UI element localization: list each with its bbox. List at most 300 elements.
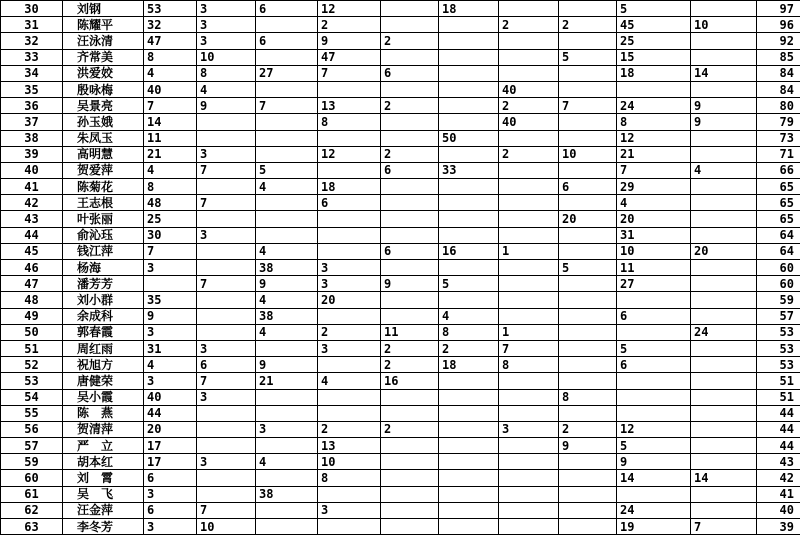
table-row <box>1 33 800 49</box>
cell-s6: 16 <box>439 243 499 259</box>
cell-s8 <box>559 502 617 518</box>
cell-s6 <box>439 470 499 486</box>
cell-total: 84 <box>757 81 800 97</box>
cell-s6 <box>439 49 499 65</box>
cell-s4: 2 <box>318 324 381 340</box>
cell-s3: 9 <box>256 357 318 373</box>
cell-s10 <box>691 340 757 356</box>
cell-s8 <box>559 405 617 421</box>
cell-s9 <box>617 292 691 308</box>
cell-s10 <box>691 357 757 373</box>
cell-name: 贺爱萍 <box>63 162 144 178</box>
cell-s4: 7 <box>318 65 381 81</box>
cell-s1: 3 <box>144 260 197 276</box>
cell-s4 <box>318 162 381 178</box>
cell-s10 <box>691 49 757 65</box>
cell-name: 刘 霄 <box>63 470 144 486</box>
cell-s5: 2 <box>381 146 439 162</box>
cell-s10 <box>691 308 757 324</box>
cell-s8 <box>559 130 617 146</box>
cell-s9: 21 <box>617 146 691 162</box>
cell-s1: 53 <box>144 1 197 17</box>
cell-s2 <box>197 324 256 340</box>
cell-s9: 12 <box>617 421 691 437</box>
cell-s5 <box>381 179 439 195</box>
cell-s3: 4 <box>256 243 318 259</box>
cell-s6: 8 <box>439 324 499 340</box>
cell-s9: 19 <box>617 519 691 535</box>
cell-s10 <box>691 211 757 227</box>
cell-s1: 3 <box>144 486 197 502</box>
cell-s4: 2 <box>318 421 381 437</box>
cell-s6: 5 <box>439 276 499 292</box>
table-row <box>1 162 800 178</box>
cell-s4 <box>318 227 381 243</box>
cell-s7 <box>499 130 559 146</box>
cell-s1: 25 <box>144 211 197 227</box>
cell-name: 吴小霞 <box>63 389 144 405</box>
cell-s5 <box>381 308 439 324</box>
cell-s10 <box>691 438 757 454</box>
cell-s9: 20 <box>617 211 691 227</box>
cell-s6 <box>439 389 499 405</box>
cell-s9: 45 <box>617 17 691 33</box>
cell-s8 <box>559 227 617 243</box>
cell-s2: 3 <box>197 227 256 243</box>
cell-s5 <box>381 292 439 308</box>
cell-name: 俞沁珏 <box>63 227 144 243</box>
cell-s2 <box>197 243 256 259</box>
table-row <box>1 405 800 421</box>
cell-name: 李冬芳 <box>63 519 144 535</box>
cell-name: 洪爱姣 <box>63 65 144 81</box>
cell-s8: 8 <box>559 389 617 405</box>
cell-rank: 61 <box>1 486 63 502</box>
cell-s6 <box>439 17 499 33</box>
cell-s3 <box>256 227 318 243</box>
cell-s8 <box>559 276 617 292</box>
cell-s6 <box>439 65 499 81</box>
cell-s6 <box>439 292 499 308</box>
cell-s1: 47 <box>144 33 197 49</box>
cell-rank: 62 <box>1 502 63 518</box>
cell-s7 <box>499 405 559 421</box>
cell-s2: 3 <box>197 1 256 17</box>
cell-s7 <box>499 438 559 454</box>
cell-name: 贺清萍 <box>63 421 144 437</box>
cell-s9: 24 <box>617 502 691 518</box>
cell-total: 39 <box>757 519 800 535</box>
cell-total: 53 <box>757 340 800 356</box>
cell-s7 <box>499 486 559 502</box>
cell-s5 <box>381 486 439 502</box>
cell-s6: 2 <box>439 340 499 356</box>
cell-s7 <box>499 49 559 65</box>
cell-s2 <box>197 211 256 227</box>
table-row <box>1 1 800 17</box>
cell-s5: 2 <box>381 98 439 114</box>
cell-s6 <box>439 227 499 243</box>
table-row <box>1 308 800 324</box>
cell-s5: 2 <box>381 340 439 356</box>
cell-s2 <box>197 438 256 454</box>
cell-rank: 60 <box>1 470 63 486</box>
cell-s3 <box>256 405 318 421</box>
cell-s9: 5 <box>617 1 691 17</box>
cell-s2 <box>197 470 256 486</box>
cell-rank: 36 <box>1 98 63 114</box>
cell-rank: 37 <box>1 114 63 130</box>
cell-s6 <box>439 211 499 227</box>
cell-s6 <box>439 454 499 470</box>
cell-rank: 51 <box>1 340 63 356</box>
cell-s1: 7 <box>144 243 197 259</box>
cell-total: 65 <box>757 195 800 211</box>
cell-s7 <box>499 519 559 535</box>
cell-s4 <box>318 357 381 373</box>
cell-s3 <box>256 519 318 535</box>
cell-total: 71 <box>757 146 800 162</box>
cell-s7 <box>499 211 559 227</box>
cell-s5 <box>381 195 439 211</box>
cell-s3 <box>256 114 318 130</box>
cell-s7 <box>499 33 559 49</box>
cell-s1: 21 <box>144 146 197 162</box>
cell-s1: 6 <box>144 502 197 518</box>
table-row <box>1 421 800 437</box>
cell-s8: 7 <box>559 98 617 114</box>
cell-s5: 2 <box>381 357 439 373</box>
cell-rank: 54 <box>1 389 63 405</box>
cell-s2: 6 <box>197 357 256 373</box>
cell-s9: 6 <box>617 308 691 324</box>
cell-s2: 7 <box>197 276 256 292</box>
score-table-body <box>1 1 800 535</box>
cell-total: 64 <box>757 227 800 243</box>
cell-s2: 7 <box>197 162 256 178</box>
cell-s1: 3 <box>144 373 197 389</box>
table-row <box>1 340 800 356</box>
cell-s10 <box>691 486 757 502</box>
table-row <box>1 276 800 292</box>
cell-s10 <box>691 195 757 211</box>
cell-s5: 2 <box>381 421 439 437</box>
cell-name: 孙玉娥 <box>63 114 144 130</box>
cell-total: 73 <box>757 130 800 146</box>
cell-s10 <box>691 81 757 97</box>
cell-total: 92 <box>757 33 800 49</box>
table-row <box>1 519 800 535</box>
cell-rank: 34 <box>1 65 63 81</box>
cell-s9: 27 <box>617 276 691 292</box>
cell-s4: 8 <box>318 114 381 130</box>
cell-s5 <box>381 211 439 227</box>
cell-s9: 10 <box>617 243 691 259</box>
cell-s1: 11 <box>144 130 197 146</box>
cell-s4: 3 <box>318 502 381 518</box>
cell-s1 <box>144 276 197 292</box>
cell-s3: 38 <box>256 308 318 324</box>
cell-s2 <box>197 308 256 324</box>
cell-s4: 4 <box>318 373 381 389</box>
table-row <box>1 17 800 33</box>
cell-rank: 42 <box>1 195 63 211</box>
cell-s4 <box>318 519 381 535</box>
cell-s5 <box>381 519 439 535</box>
table-row <box>1 227 800 243</box>
cell-s1: 32 <box>144 17 197 33</box>
cell-s5: 6 <box>381 162 439 178</box>
cell-name: 严 立 <box>63 438 144 454</box>
cell-s7: 3 <box>499 421 559 437</box>
cell-s3: 5 <box>256 162 318 178</box>
cell-s6 <box>439 81 499 97</box>
cell-total: 51 <box>757 389 800 405</box>
cell-s6: 33 <box>439 162 499 178</box>
cell-name: 王志根 <box>63 195 144 211</box>
cell-s5: 6 <box>381 243 439 259</box>
cell-s2 <box>197 405 256 421</box>
cell-s5 <box>381 454 439 470</box>
cell-s2: 3 <box>197 340 256 356</box>
cell-rank: 31 <box>1 17 63 33</box>
cell-s2: 10 <box>197 49 256 65</box>
cell-rank: 53 <box>1 373 63 389</box>
cell-s6 <box>439 260 499 276</box>
cell-rank: 43 <box>1 211 63 227</box>
cell-s8 <box>559 65 617 81</box>
table-row <box>1 195 800 211</box>
cell-rank: 52 <box>1 357 63 373</box>
cell-s10: 14 <box>691 65 757 81</box>
cell-s2: 3 <box>197 389 256 405</box>
table-row <box>1 357 800 373</box>
cell-s1: 14 <box>144 114 197 130</box>
cell-s9: 4 <box>617 195 691 211</box>
cell-s4: 13 <box>318 98 381 114</box>
cell-s4 <box>318 243 381 259</box>
cell-total: 51 <box>757 373 800 389</box>
cell-total: 57 <box>757 308 800 324</box>
cell-s1: 4 <box>144 162 197 178</box>
cell-name: 汪泳清 <box>63 33 144 49</box>
cell-rank: 40 <box>1 162 63 178</box>
cell-s1: 3 <box>144 519 197 535</box>
cell-s6 <box>439 421 499 437</box>
cell-s8: 2 <box>559 421 617 437</box>
cell-s7 <box>499 276 559 292</box>
cell-s2: 4 <box>197 81 256 97</box>
cell-s7 <box>499 373 559 389</box>
cell-s6 <box>439 502 499 518</box>
cell-s8 <box>559 454 617 470</box>
cell-s7 <box>499 260 559 276</box>
cell-s8: 5 <box>559 49 617 65</box>
cell-total: 44 <box>757 421 800 437</box>
cell-name: 陈耀平 <box>63 17 144 33</box>
cell-total: 79 <box>757 114 800 130</box>
cell-s5: 9 <box>381 276 439 292</box>
table-row <box>1 373 800 389</box>
cell-s4 <box>318 405 381 421</box>
cell-name: 郭春霞 <box>63 324 144 340</box>
cell-s4: 3 <box>318 340 381 356</box>
cell-total: 97 <box>757 1 800 17</box>
cell-s2 <box>197 179 256 195</box>
cell-s7 <box>499 454 559 470</box>
cell-rank: 57 <box>1 438 63 454</box>
cell-s4: 10 <box>318 454 381 470</box>
cell-s4: 20 <box>318 292 381 308</box>
cell-rank: 33 <box>1 49 63 65</box>
cell-s8: 5 <box>559 260 617 276</box>
cell-s4: 18 <box>318 179 381 195</box>
table-row <box>1 260 800 276</box>
table-row <box>1 486 800 502</box>
cell-s10 <box>691 146 757 162</box>
cell-s4: 12 <box>318 146 381 162</box>
cell-s9 <box>617 405 691 421</box>
cell-s4 <box>318 130 381 146</box>
cell-s2 <box>197 292 256 308</box>
cell-s9: 14 <box>617 470 691 486</box>
cell-s9 <box>617 324 691 340</box>
cell-s6 <box>439 179 499 195</box>
cell-s5 <box>381 81 439 97</box>
cell-s10 <box>691 33 757 49</box>
cell-s9 <box>617 81 691 97</box>
cell-s3 <box>256 146 318 162</box>
cell-s5 <box>381 17 439 33</box>
cell-s5: 6 <box>381 65 439 81</box>
cell-s7: 40 <box>499 114 559 130</box>
cell-s6: 18 <box>439 357 499 373</box>
cell-s9: 11 <box>617 260 691 276</box>
cell-s8: 9 <box>559 438 617 454</box>
cell-s3: 38 <box>256 486 318 502</box>
cell-s5 <box>381 389 439 405</box>
cell-s3: 27 <box>256 65 318 81</box>
cell-s2 <box>197 486 256 502</box>
cell-name: 唐健荣 <box>63 373 144 389</box>
cell-s8 <box>559 486 617 502</box>
cell-s3 <box>256 389 318 405</box>
cell-s3 <box>256 81 318 97</box>
cell-rank: 55 <box>1 405 63 421</box>
cell-s4: 12 <box>318 1 381 17</box>
cell-s5 <box>381 49 439 65</box>
cell-name: 陈菊花 <box>63 179 144 195</box>
cell-s8 <box>559 470 617 486</box>
cell-s8 <box>559 162 617 178</box>
cell-s7: 2 <box>499 146 559 162</box>
cell-s7: 1 <box>499 324 559 340</box>
cell-total: 42 <box>757 470 800 486</box>
cell-s6 <box>439 486 499 502</box>
cell-s1: 6 <box>144 470 197 486</box>
cell-s8 <box>559 1 617 17</box>
cell-s6 <box>439 114 499 130</box>
cell-s7: 1 <box>499 243 559 259</box>
cell-total: 64 <box>757 243 800 259</box>
cell-s8 <box>559 114 617 130</box>
cell-s8: 20 <box>559 211 617 227</box>
cell-s4: 6 <box>318 195 381 211</box>
cell-total: 60 <box>757 260 800 276</box>
cell-s2: 3 <box>197 146 256 162</box>
cell-name: 刘小群 <box>63 292 144 308</box>
cell-total: 65 <box>757 211 800 227</box>
cell-total: 84 <box>757 65 800 81</box>
cell-s5 <box>381 502 439 518</box>
cell-s2: 7 <box>197 502 256 518</box>
cell-rank: 49 <box>1 308 63 324</box>
cell-s1: 8 <box>144 49 197 65</box>
cell-s4 <box>318 389 381 405</box>
cell-s1: 3 <box>144 324 197 340</box>
cell-total: 40 <box>757 502 800 518</box>
cell-rank: 32 <box>1 33 63 49</box>
cell-s8 <box>559 308 617 324</box>
cell-s9: 24 <box>617 98 691 114</box>
cell-s9: 31 <box>617 227 691 243</box>
cell-name: 齐常美 <box>63 49 144 65</box>
cell-s3: 7 <box>256 98 318 114</box>
cell-s3 <box>256 195 318 211</box>
cell-s4 <box>318 308 381 324</box>
cell-rank: 59 <box>1 454 63 470</box>
cell-s5 <box>381 405 439 421</box>
table-row <box>1 454 800 470</box>
cell-s4: 3 <box>318 260 381 276</box>
cell-s10 <box>691 454 757 470</box>
cell-s1: 35 <box>144 292 197 308</box>
cell-total: 43 <box>757 454 800 470</box>
cell-s10 <box>691 260 757 276</box>
cell-s1: 8 <box>144 179 197 195</box>
cell-s6: 4 <box>439 308 499 324</box>
cell-s10: 4 <box>691 162 757 178</box>
cell-s3: 4 <box>256 454 318 470</box>
cell-s1: 9 <box>144 308 197 324</box>
cell-s5 <box>381 1 439 17</box>
cell-name: 潘芳芳 <box>63 276 144 292</box>
cell-s8 <box>559 340 617 356</box>
cell-s1: 4 <box>144 357 197 373</box>
cell-s5 <box>381 130 439 146</box>
table-row <box>1 114 800 130</box>
cell-s8 <box>559 195 617 211</box>
cell-name: 吴 飞 <box>63 486 144 502</box>
cell-s8 <box>559 292 617 308</box>
cell-s7 <box>499 1 559 17</box>
table-row <box>1 502 800 518</box>
cell-s10: 9 <box>691 98 757 114</box>
cell-rank: 35 <box>1 81 63 97</box>
cell-s9: 25 <box>617 33 691 49</box>
cell-rank: 46 <box>1 260 63 276</box>
cell-s5 <box>381 114 439 130</box>
cell-s10 <box>691 405 757 421</box>
cell-s2: 3 <box>197 17 256 33</box>
cell-s1: 30 <box>144 227 197 243</box>
cell-rank: 63 <box>1 519 63 535</box>
cell-s9: 6 <box>617 357 691 373</box>
cell-s7 <box>499 227 559 243</box>
cell-rank: 44 <box>1 227 63 243</box>
cell-s3: 21 <box>256 373 318 389</box>
cell-total: 44 <box>757 405 800 421</box>
